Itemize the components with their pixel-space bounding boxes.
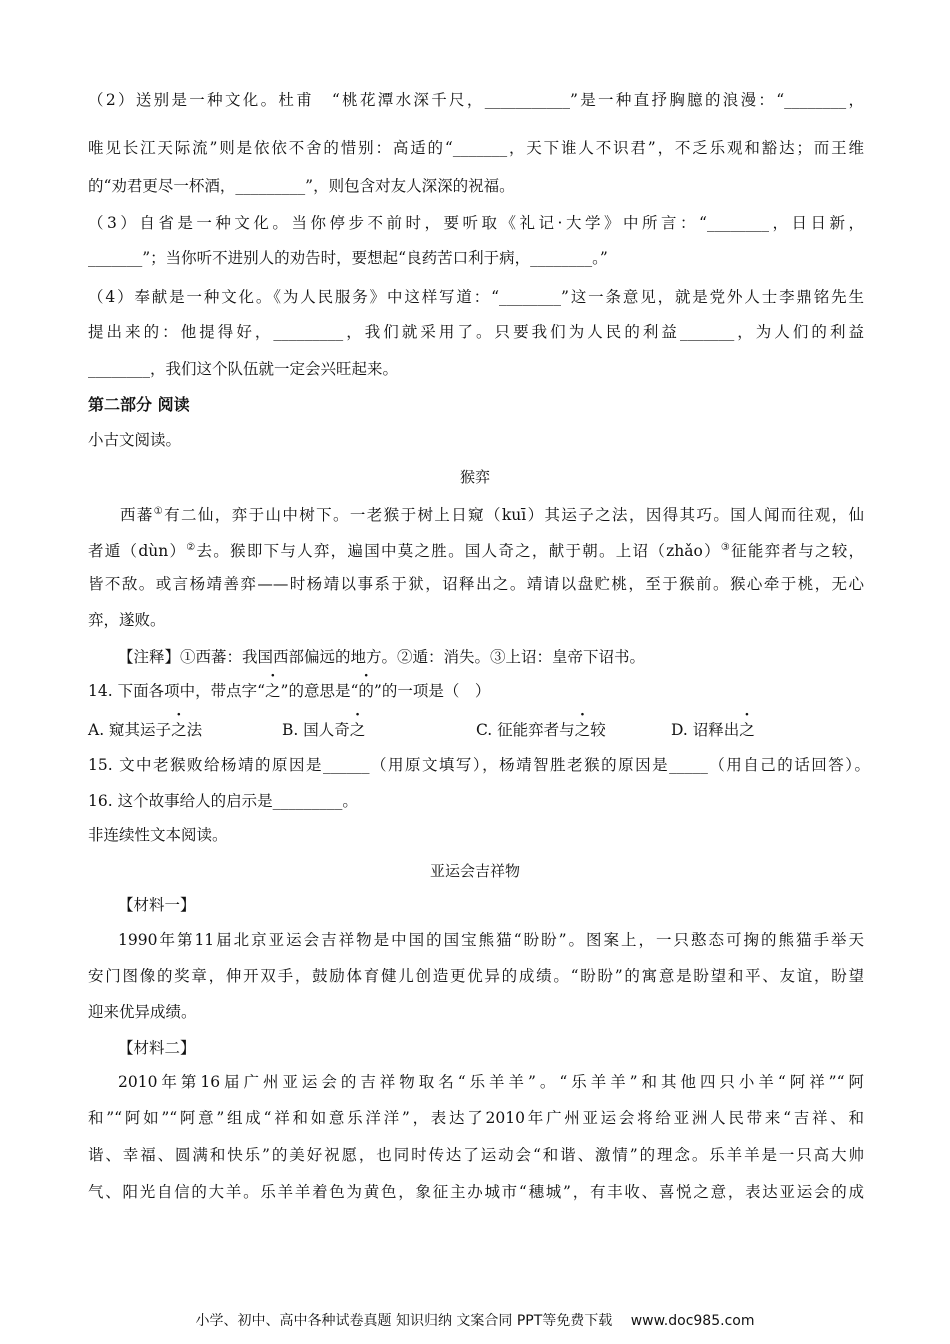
fill-line-8: ________，我们这个队伍就一定会兴旺起来。	[88, 360, 399, 378]
passage2-title: 亚运会吉祥物	[429, 862, 520, 880]
fill-line-7: 提出来的：他提得好，_________，我们就采用了。只要我们为人民的利益_______，为人们的利益	[88, 323, 864, 341]
passage1-line-3: 皆不敌。或言杨靖善弈——时杨靖以事系于狱，诏释出之。靖请以盘贮桃，至于猴前。猴心牵于桃，无心	[88, 575, 864, 593]
subsection-noncontinuous-reading: 非连续性文本阅读。	[88, 826, 228, 844]
fill-line-1: （2）送别是一种文化。杜甫 “桃花潭水深千尺，___________”是一种直抒胸臆的浪漫：“________，	[88, 91, 864, 109]
fill-line-4: （3）自省是一种文化。当你停步不前时，要听取《礼记·大学》中所言：“________，日日新，	[88, 214, 864, 232]
question-15: 15. 文中老猴败给杨靖的原因是______（用原文填写），杨靖智胜老猴的原因是_____（用自己的话回答）。	[88, 756, 870, 774]
option-d[interactable]: D. 诏释出之	[671, 721, 755, 739]
material-1-line-1: 1990年第11届北京亚运会吉祥物是中国的国宝熊猫“盼盼”。图案上，一只憨态可掬的熊猫手举天	[118, 931, 864, 949]
fill-line-5: _______”；当你听不进别人的劝告时，要想起“良药苦口利于病，________。”	[88, 249, 608, 267]
passage1-line-4: 弈，遂败。	[88, 611, 166, 629]
question-14: 14. 下面各项中，带点字“之”的意思是“的”的一项是（ ）	[88, 682, 491, 700]
material-1-line-3: 迎来优异成绩。	[88, 1003, 197, 1021]
material-2-label: 【材料二】	[118, 1039, 196, 1057]
fill-line-6: （4）奉献是一种文化。《为人民服务》中这样写道：“________”这一条意见，就是党外人士李鼎铭先生	[88, 288, 864, 306]
fill-line-3: 的“劝君更尽一杯酒，_________”，则包含对友人深深的祝福。	[88, 177, 515, 195]
question-16: 16. 这个故事给人的启示是_________。	[88, 792, 358, 810]
material-2-line-2: 和”“阿如”“阿意”组成“祥和如意乐洋洋”，表达了2010年广州亚运会将给亚洲人民带来“吉祥、和	[88, 1109, 864, 1127]
material-1-label: 【材料一】	[118, 896, 196, 914]
subsection-ancient-reading: 小古文阅读。	[88, 431, 182, 449]
option-b[interactable]: B. 国人奇之	[282, 721, 366, 739]
option-a[interactable]: A. 窥其运子之法	[88, 721, 203, 739]
part2-heading: 第二部分 阅读	[88, 395, 190, 414]
footer-ad: 小学、初中、高中各种试卷真题 知识归纳 文案合同 PPT等免费下载 www.doc985.com	[195, 1313, 755, 1329]
passage1-note: 【注释】①西蕃：我国西部偏远的地方。②遁：消失。③上诏：皇帝下诏书。	[118, 648, 646, 666]
passage1-line-1: 西蕃①有二仙，弈于山中树下。一老猴于树上日窥（kuī）其运子之法，因得其巧。国人闻而往观，仙	[120, 506, 864, 525]
material-1-line-2: 安门图像的奖章，伸开双手，鼓励体育健儿创造更优异的成绩。“盼盼”的寓意是盼望和平、友谊，盼望	[88, 967, 864, 985]
material-2-line-3: 谐、幸福、圆满和快乐”的美好祝愿，也同时传达了运动会“和谐、激情”的理念。乐羊羊是一只高大帅	[88, 1146, 864, 1164]
fill-line-2: 唯见长江天际流”则是依依不舍的惜别：高适的“_______，天下谁人不识君”，不乏乐观和豁达；而王维	[88, 139, 864, 157]
passage1-line-2: 者遁（dùn）②去。猴即下与人弈，遍国中莫之胜。国人奇之，献于朝。上诏（zhǎo）③征能弈者与之较，	[88, 542, 865, 561]
passage1-title: 猴弈	[459, 468, 490, 486]
option-c[interactable]: C. 征能弈者与之较	[476, 721, 606, 739]
material-2-line-1: 2010年第16届广州亚运会的吉祥物取名“乐羊羊”。“乐羊羊”和其他四只小羊“阿祥”“阿	[118, 1073, 864, 1091]
material-2-line-4: 气、阳光自信的大羊。乐羊羊着色为黄色，象征主办城市“穗城”，有丰收、喜悦之意，表达亚运会的成	[88, 1183, 864, 1201]
